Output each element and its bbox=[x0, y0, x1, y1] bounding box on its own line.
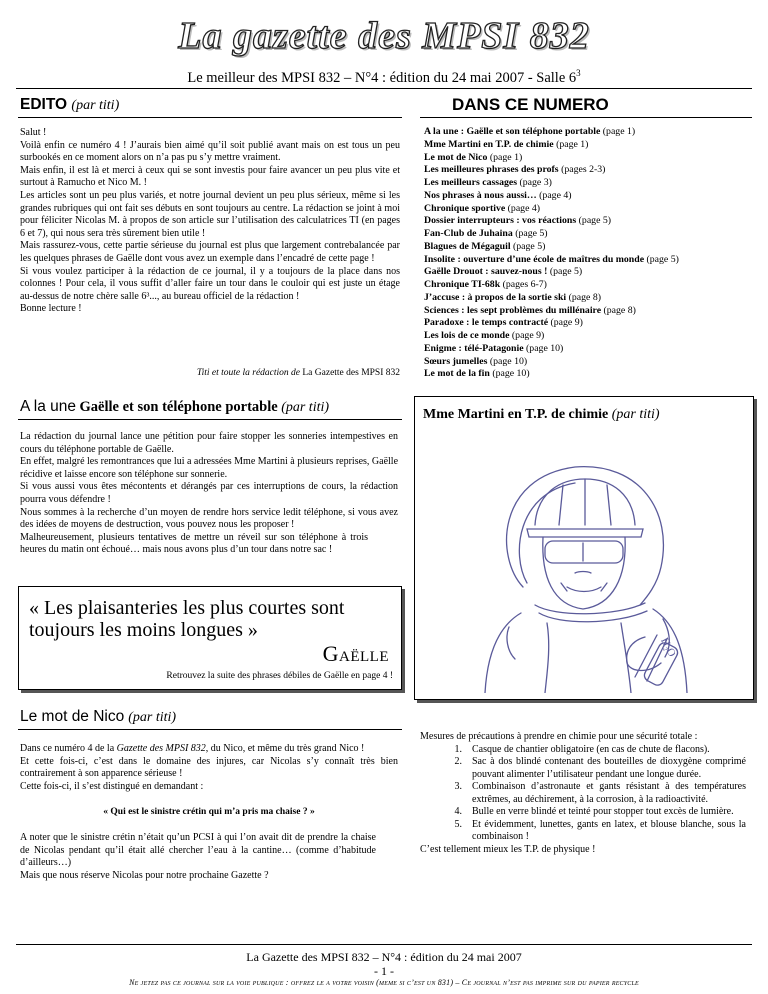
une-paragraph: Malheureusement, plusieurs tentatives de mettre un réveil sur son téléphone à trois heures du matin ont échoué… mais nous avons plus d’un tour dans notre sac ! bbox=[20, 531, 368, 556]
toc-rule bbox=[420, 117, 752, 118]
toc-item[interactable]: Dossier interrupteurs : vos réactions (page 5) bbox=[424, 215, 612, 227]
une-paragraph: En effet, malgré les remontrances que lui a adressées Mme Martini à plusieurs reprises, Gaëlle récidive et laisse encore son téléphone sur sonnerie. bbox=[20, 456, 399, 480]
measures-list bbox=[420, 744, 746, 844]
edito-heading bbox=[20, 96, 119, 114]
edito-paragraph: Bonne lecture ! bbox=[20, 303, 82, 315]
une-heading bbox=[20, 398, 329, 416]
signature-italic: Titi et toute la rédaction de bbox=[196, 368, 300, 378]
quote-note: Retrouvez la suite des phrases débiles de Gaëlle en page 4 ! bbox=[166, 671, 393, 681]
subtitle-text: Le meilleur des MPSI 832 – N°4 : édition du 24 mai 2007 - Salle 6 bbox=[187, 69, 577, 86]
measures-outro: C’est tellement mieux les T.P. de physique ! bbox=[420, 843, 596, 855]
une-rule bbox=[18, 419, 402, 420]
toc-item[interactable]: J’accuse : à propos de la sortie ski (page 8) bbox=[424, 291, 601, 303]
toc-item[interactable]: A la une : Gaëlle et son téléphone portable (page 1) bbox=[424, 126, 636, 137]
toc-item[interactable]: Fan-Club de Juhaina (page 5) bbox=[424, 228, 548, 239]
edito-paragraph: Mais enfin, il est là et merci à ceux qui se sont investis pour faire avancer un peu plus vite et surtout à Ramucho et Nico M. ! bbox=[20, 164, 400, 189]
toc-item[interactable]: Enigme : télé-Patagonie (page 10) bbox=[424, 342, 564, 354]
quote-box bbox=[18, 586, 402, 690]
une-prefix: A la une bbox=[20, 398, 77, 415]
nico-paragraph: Cette fois-ci, il s’est distingué en demandant : bbox=[20, 780, 204, 792]
nico-question: « Qui est le sinistre crétin qui m’a pris ma chaise ? » bbox=[103, 807, 315, 818]
toc-item[interactable]: Blagues de Mégaguil (page 5) bbox=[424, 240, 546, 252]
measures-block bbox=[420, 731, 746, 856]
martini-heading bbox=[423, 407, 660, 423]
quote-text: « Les plaisanteries les plus courtes sont toujours les moins longues » bbox=[29, 597, 345, 641]
nico-byline: (par titi) bbox=[128, 710, 177, 725]
measure-item: 2. Sac à dos blindé contenant des bouteilles de dioxygène comprimé pouvant alimenter l’utilisateur pendant une longue durée. bbox=[454, 756, 746, 780]
nico-heading bbox=[20, 708, 176, 726]
toc-item[interactable]: Chronique sportive (page 4) bbox=[424, 202, 541, 214]
edito-paragraph: Si vous voulez participer à la rédaction de ce journal, il y a toujours de la place dans nos colonnes ! Pour cela, il vous suffit d’aller faire un tour dans le couloir qui est juste un étage au-dessus de notre chère salle 6³..., au bureau officiel de la rédaction ! bbox=[20, 265, 400, 302]
toc-item[interactable]: Mme Martini en T.P. de chimie (page 1) bbox=[424, 138, 589, 150]
astronaut-drawing bbox=[435, 437, 735, 693]
une-byline: (par titi) bbox=[281, 400, 330, 415]
nico-body bbox=[20, 743, 398, 882]
footer-rule bbox=[16, 944, 752, 945]
toc-list bbox=[424, 126, 754, 380]
une-paragraph: Si vous aussi vous êtes mécontents et dérangés par ces interruptions de cours, la rédaction pourra vous défendre ! bbox=[20, 481, 398, 505]
une-paragraph: La rédaction du journal lance une pétition pour faire stopper les sonneries intempestives en cours du téléphone portable de Gaëlle. bbox=[20, 431, 398, 455]
toc-item[interactable]: Sœurs jumelles (page 10) bbox=[424, 355, 528, 367]
une-paragraph: Nous sommes à la recherche d’un moyen de rendre hors service ledit téléphone, si vous avez des idées de moyens de destruction, vous pouvez nous les proposer ! bbox=[20, 506, 398, 531]
edito-title: EDITO bbox=[20, 96, 68, 113]
flask-label: H₂O bbox=[658, 635, 678, 659]
nico-paragraph: Dans ce numéro 4 de la Gazette des MPSI 832, du Nico, et même du très grand Nico ! bbox=[20, 743, 365, 754]
toc-item[interactable]: Chronique TI-68k (pages 6-7) bbox=[424, 279, 547, 290]
footer bbox=[0, 950, 768, 978]
subtitle-sup: 3 bbox=[576, 68, 581, 78]
footer-title: La Gazette des MPSI 832 – N°4 : édition du 24 mai 2007 bbox=[246, 950, 522, 964]
masthead-rule bbox=[16, 88, 752, 89]
quote-author: Gaëlle bbox=[322, 641, 389, 666]
toc-item[interactable]: Le mot de Nico (page 1) bbox=[424, 151, 523, 163]
edito-paragraph: Mais rassurez-vous, cette partie sérieuse du journal est plus que largement contrebalancée par les quelques phrases de Gaëlle dont vous avez un exemple dans l’encadré de cette page ! bbox=[20, 240, 400, 264]
nico-title: Le mot de Nico bbox=[20, 708, 125, 725]
edito-signature bbox=[197, 368, 400, 378]
toc-heading: DANS CE NUMERO bbox=[452, 95, 609, 114]
toc-item[interactable]: Gaëlle Drouot : sauvez-nous ! (page 5) bbox=[424, 266, 583, 278]
edito-paragraph: Voilà enfin ce numéro 4 ! J’aurais bien aimé qu’il soit publié avant mais on est tous un peu surbookés en ce moment alors on n’a pas pu s’y mettre vraiment. bbox=[20, 139, 400, 164]
footer-notice: Ne jetez pas ce journal sur la voie publique : offrez le a votre voisin (meme si c’est un 831) – Ce journal n’est pas imprime sur du papier recycle bbox=[129, 978, 639, 987]
toc-item[interactable]: Paradoxe : le temps contracté (page 9) bbox=[424, 317, 583, 329]
une-body bbox=[20, 431, 398, 557]
measure-item: 3. Combinaison d’astronaute et gants résistant à des températures extrêmes, au déchirement, à la corrosion, à la radioactivité. bbox=[454, 781, 746, 805]
edito-body bbox=[20, 127, 400, 316]
nico-paragraph: A noter que le sinistre crétin n’était qu’un PCSI à qui l’on avait dit de prendre la chaise de Nicolas pendant qu’il était allé chercher l’eau à la cantine… (comme d’habitude d’ailleurs…) bbox=[20, 831, 376, 869]
masthead-subtitle bbox=[0, 68, 768, 87]
nico-paragraph: Mais que nous réserve Nicolas pour notre prochaine Gazette ? bbox=[20, 869, 269, 881]
toc-item[interactable]: Nos phrases à nous aussi… (page 4) bbox=[424, 189, 572, 201]
martini-title: Mme Martini en T.P. de chimie bbox=[423, 407, 609, 422]
nico-paragraph: Et cette fois-ci, c’est dans le domaine des injures, car Nicolas s’y connaît très bien contrairement à son apparence sérieuse ! bbox=[20, 755, 398, 780]
martini-byline: (par titi) bbox=[611, 407, 660, 422]
edito-paragraph: Salut ! bbox=[20, 127, 47, 138]
nico-rule bbox=[18, 729, 402, 730]
masthead-title: La gazette des MPSI 832 bbox=[178, 15, 590, 57]
toc-item[interactable]: Sciences : les sept problèmes du millénaire (page 8) bbox=[424, 304, 636, 316]
edito-paragraph: Les articles sont un peu plus variés, et notre journal devient un peu plus sérieux, même si les grandes rubriques qui ont fait ses débuts en sont toujours au centre. La rédaction se joint à moi pour féliciter Nicolas M. à propos de son article sur l’utilisation des calculatrices TI (en pages 6 et 7), qui nous sera très sûrement bien utile ! bbox=[20, 189, 400, 239]
footer-page-number: - 1 - bbox=[374, 964, 394, 978]
measure-item: 5. Et évidemment, lunettes, gants en latex, et blouse blanche, sous la combinaison ! bbox=[454, 818, 746, 842]
toc-item[interactable]: Le mot de la fin (page 10) bbox=[424, 368, 530, 380]
signature-plain: La Gazette des MPSI 832 bbox=[302, 368, 400, 378]
martini-box bbox=[414, 396, 754, 700]
measure-item: 4. Bulle en verre blindé et teinté pour stopper tout excès de lumière. bbox=[454, 806, 734, 817]
measures-intro: Mesures de précautions à prendre en chimie pour une sécurité totale : bbox=[420, 731, 698, 742]
measure-item: 1. Casque de chantier obligatoire (en cas de chute de flacons). bbox=[454, 743, 710, 755]
toc-item[interactable]: Insolite : ouverture d’une école de maîtres du monde (page 5) bbox=[424, 253, 679, 265]
toc-item[interactable]: Les meilleurs cassages (page 3) bbox=[424, 177, 552, 188]
edito-byline: (par titi) bbox=[71, 98, 120, 113]
une-title: Gaëlle et son téléphone portable bbox=[79, 399, 278, 415]
edito-rule bbox=[18, 117, 402, 118]
toc-item[interactable]: Les meilleures phrases des profs (pages 2-3) bbox=[424, 164, 606, 176]
toc-item[interactable]: Les lois de ce monde (page 9) bbox=[424, 330, 545, 341]
